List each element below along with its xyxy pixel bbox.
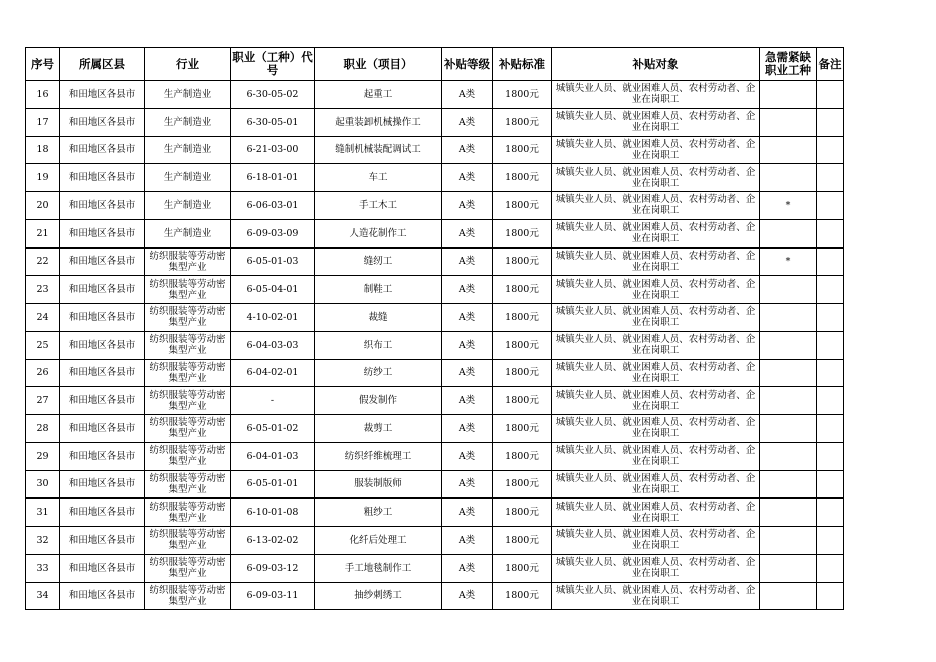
- cell-standard: 1800元: [493, 387, 552, 415]
- cell-no: 34: [26, 582, 60, 610]
- cell-level: A类: [442, 582, 493, 610]
- cell-code: 6-09-03-12: [231, 554, 315, 582]
- cell-industry: 纺织服装等劳动密集型产业: [145, 498, 231, 526]
- table-row: [26, 219, 844, 247]
- table-row: [26, 248, 844, 276]
- cell-standard: 1800元: [493, 415, 552, 443]
- cell-occupation: 裁剪工: [315, 415, 442, 443]
- cell-region: 和田地区各县市: [60, 359, 145, 387]
- cell-code: 6-09-03-09: [231, 219, 315, 247]
- subsidy-table: [25, 47, 844, 610]
- cell-no: 33: [26, 554, 60, 582]
- cell-code: 6-06-03-01: [231, 192, 315, 220]
- cell-no: 24: [26, 304, 60, 332]
- cell-occupation: 制鞋工: [315, 276, 442, 304]
- cell-occupation: 车工: [315, 164, 442, 192]
- cell-remark: [817, 164, 844, 192]
- cell-remark: [817, 527, 844, 555]
- cell-occupation: 裁缝: [315, 304, 442, 332]
- cell-target: 城镇失业人员、就业困难人员、农村劳动者、企业在岗职工: [552, 527, 760, 555]
- cell-remark: [817, 331, 844, 359]
- cell-region: 和田地区各县市: [60, 498, 145, 526]
- cell-remark: [817, 192, 844, 220]
- cell-code: 6-13-02-02: [231, 527, 315, 555]
- cell-region: 和田地区各县市: [60, 554, 145, 582]
- cell-urgent: [760, 554, 817, 582]
- cell-region: 和田地区各县市: [60, 304, 145, 332]
- cell-occupation: 假发制作: [315, 387, 442, 415]
- cell-level: A类: [442, 304, 493, 332]
- cell-no: 22: [26, 248, 60, 276]
- cell-remark: [817, 498, 844, 526]
- cell-no: 20: [26, 192, 60, 220]
- cell-target: 城镇失业人员、就业困难人员、农村劳动者、企业在岗职工: [552, 248, 760, 276]
- table-row: [26, 331, 844, 359]
- cell-industry: 纺织服装等劳动密集型产业: [145, 387, 231, 415]
- cell-standard: 1800元: [493, 81, 552, 109]
- cell-remark: [817, 470, 844, 498]
- cell-remark: [817, 582, 844, 610]
- table-row: [26, 192, 844, 220]
- cell-no: 30: [26, 470, 60, 498]
- cell-level: A类: [442, 108, 493, 136]
- cell-occupation: 缝制机械装配调试工: [315, 136, 442, 164]
- cell-code: 6-30-05-01: [231, 108, 315, 136]
- cell-standard: 1800元: [493, 164, 552, 192]
- cell-target: 城镇失业人员、就业困难人员、农村劳动者、企业在岗职工: [552, 415, 760, 443]
- cell-urgent: [760, 387, 817, 415]
- cell-occupation: 缝纫工: [315, 248, 442, 276]
- cell-occupation: 人造花制作工: [315, 219, 442, 247]
- cell-no: 25: [26, 331, 60, 359]
- cell-occupation: 织布工: [315, 331, 442, 359]
- cell-region: 和田地区各县市: [60, 387, 145, 415]
- cell-code: 6-18-01-01: [231, 164, 315, 192]
- header-region: 所属区县: [60, 48, 145, 81]
- cell-region: 和田地区各县市: [60, 442, 145, 470]
- cell-target: 城镇失业人员、就业困难人员、农村劳动者、企业在岗职工: [552, 81, 760, 109]
- cell-no: 28: [26, 415, 60, 443]
- cell-remark: [817, 415, 844, 443]
- table-row: [26, 359, 844, 387]
- cell-level: A类: [442, 81, 493, 109]
- cell-code: 6-05-04-01: [231, 276, 315, 304]
- header-row: [26, 48, 844, 81]
- cell-code: 6-05-01-01: [231, 470, 315, 498]
- table-row: [26, 498, 844, 526]
- cell-industry: 纺织服装等劳动密集型产业: [145, 415, 231, 443]
- cell-target: 城镇失业人员、就业困难人员、农村劳动者、企业在岗职工: [552, 304, 760, 332]
- cell-occupation: 服装制版师: [315, 470, 442, 498]
- cell-industry: 纺织服装等劳动密集型产业: [145, 470, 231, 498]
- cell-occupation: 手工木工: [315, 192, 442, 220]
- cell-no: 18: [26, 136, 60, 164]
- cell-region: 和田地区各县市: [60, 248, 145, 276]
- cell-code: 6-10-01-08: [231, 498, 315, 526]
- cell-urgent: [760, 470, 817, 498]
- cell-region: 和田地区各县市: [60, 219, 145, 247]
- cell-target: 城镇失业人员、就业困难人员、农村劳动者、企业在岗职工: [552, 219, 760, 247]
- cell-target: 城镇失业人员、就业困难人员、农村劳动者、企业在岗职工: [552, 470, 760, 498]
- cell-standard: 1800元: [493, 359, 552, 387]
- cell-region: 和田地区各县市: [60, 108, 145, 136]
- cell-code: 6-05-01-03: [231, 248, 315, 276]
- cell-region: 和田地区各县市: [60, 527, 145, 555]
- cell-urgent: *: [760, 192, 817, 220]
- cell-code: 6-04-01-03: [231, 442, 315, 470]
- cell-region: 和田地区各县市: [60, 582, 145, 610]
- cell-target: 城镇失业人员、就业困难人员、农村劳动者、企业在岗职工: [552, 108, 760, 136]
- cell-industry: 纺织服装等劳动密集型产业: [145, 359, 231, 387]
- table-row: [26, 415, 844, 443]
- cell-no: 31: [26, 498, 60, 526]
- cell-remark: [817, 136, 844, 164]
- cell-no: 19: [26, 164, 60, 192]
- cell-code: 6-05-01-02: [231, 415, 315, 443]
- header-no: 序号: [26, 48, 60, 81]
- header-standard: 补贴标准: [493, 48, 552, 81]
- cell-no: 26: [26, 359, 60, 387]
- cell-urgent: [760, 359, 817, 387]
- cell-standard: 1800元: [493, 276, 552, 304]
- cell-urgent: [760, 164, 817, 192]
- cell-level: A类: [442, 498, 493, 526]
- cell-industry: 生产制造业: [145, 164, 231, 192]
- table-row: [26, 276, 844, 304]
- cell-no: 17: [26, 108, 60, 136]
- header-code: 职业（工种）代号: [231, 48, 315, 81]
- cell-industry: 生产制造业: [145, 136, 231, 164]
- cell-industry: 纺织服装等劳动密集型产业: [145, 582, 231, 610]
- cell-occupation: 抽纱刺绣工: [315, 582, 442, 610]
- header-level: 补贴等级: [442, 48, 493, 81]
- cell-urgent: [760, 527, 817, 555]
- cell-level: A类: [442, 415, 493, 443]
- cell-level: A类: [442, 192, 493, 220]
- cell-level: A类: [442, 136, 493, 164]
- cell-target: 城镇失业人员、就业困难人员、农村劳动者、企业在岗职工: [552, 582, 760, 610]
- cell-target: 城镇失业人员、就业困难人员、农村劳动者、企业在岗职工: [552, 164, 760, 192]
- table-body: [26, 81, 844, 610]
- cell-industry: 生产制造业: [145, 108, 231, 136]
- cell-remark: [817, 108, 844, 136]
- cell-occupation: 起重装卸机械操作工: [315, 108, 442, 136]
- cell-urgent: [760, 442, 817, 470]
- cell-industry: 纺织服装等劳动密集型产业: [145, 554, 231, 582]
- cell-level: A类: [442, 470, 493, 498]
- cell-region: 和田地区各县市: [60, 192, 145, 220]
- cell-no: 16: [26, 81, 60, 109]
- cell-occupation: 纺织纤维梳理工: [315, 442, 442, 470]
- cell-industry: 生产制造业: [145, 81, 231, 109]
- cell-level: A类: [442, 359, 493, 387]
- cell-region: 和田地区各县市: [60, 81, 145, 109]
- cell-target: 城镇失业人员、就业困难人员、农村劳动者、企业在岗职工: [552, 192, 760, 220]
- cell-standard: 1800元: [493, 470, 552, 498]
- cell-urgent: [760, 108, 817, 136]
- cell-industry: 生产制造业: [145, 192, 231, 220]
- cell-code: 6-09-03-11: [231, 582, 315, 610]
- cell-industry: 纺织服装等劳动密集型产业: [145, 331, 231, 359]
- cell-region: 和田地区各县市: [60, 470, 145, 498]
- cell-level: A类: [442, 276, 493, 304]
- cell-no: 21: [26, 219, 60, 247]
- cell-code: 6-04-03-03: [231, 331, 315, 359]
- table-row: [26, 164, 844, 192]
- cell-level: A类: [442, 554, 493, 582]
- cell-urgent: *: [760, 248, 817, 276]
- cell-code: 6-21-03-00: [231, 136, 315, 164]
- cell-standard: 1800元: [493, 219, 552, 247]
- cell-urgent: [760, 81, 817, 109]
- table-row: [26, 527, 844, 555]
- cell-no: 27: [26, 387, 60, 415]
- cell-industry: 纺织服装等劳动密集型产业: [145, 442, 231, 470]
- cell-level: A类: [442, 164, 493, 192]
- cell-urgent: [760, 136, 817, 164]
- table-row: [26, 81, 844, 109]
- cell-level: A类: [442, 248, 493, 276]
- cell-remark: [817, 248, 844, 276]
- cell-remark: [817, 276, 844, 304]
- cell-standard: 1800元: [493, 192, 552, 220]
- cell-remark: [817, 442, 844, 470]
- cell-urgent: [760, 498, 817, 526]
- table-row: [26, 582, 844, 610]
- cell-target: 城镇失业人员、就业困难人员、农村劳动者、企业在岗职工: [552, 136, 760, 164]
- cell-target: 城镇失业人员、就业困难人员、农村劳动者、企业在岗职工: [552, 359, 760, 387]
- cell-occupation: 起重工: [315, 81, 442, 109]
- cell-standard: 1800元: [493, 554, 552, 582]
- cell-level: A类: [442, 387, 493, 415]
- header-urgent: 急需紧缺职业工种: [760, 48, 817, 81]
- table-row: [26, 387, 844, 415]
- cell-urgent: [760, 415, 817, 443]
- cell-remark: [817, 554, 844, 582]
- cell-urgent: [760, 582, 817, 610]
- cell-target: 城镇失业人员、就业困难人员、农村劳动者、企业在岗职工: [552, 442, 760, 470]
- cell-urgent: [760, 276, 817, 304]
- header-remark: 备注: [817, 48, 844, 81]
- table-row: [26, 304, 844, 332]
- cell-urgent: [760, 331, 817, 359]
- cell-standard: 1800元: [493, 248, 552, 276]
- cell-occupation: 粗纱工: [315, 498, 442, 526]
- cell-remark: [817, 387, 844, 415]
- cell-occupation: 纺纱工: [315, 359, 442, 387]
- cell-no: 29: [26, 442, 60, 470]
- cell-code: 6-30-05-02: [231, 81, 315, 109]
- cell-standard: 1800元: [493, 582, 552, 610]
- cell-industry: 纺织服装等劳动密集型产业: [145, 276, 231, 304]
- cell-code: 4-10-02-01: [231, 304, 315, 332]
- cell-standard: 1800元: [493, 108, 552, 136]
- cell-occupation: 化纤后处理工: [315, 527, 442, 555]
- cell-standard: 1800元: [493, 527, 552, 555]
- table-row: [26, 442, 844, 470]
- cell-industry: 纺织服装等劳动密集型产业: [145, 304, 231, 332]
- cell-remark: [817, 359, 844, 387]
- cell-remark: [817, 81, 844, 109]
- cell-standard: 1800元: [493, 304, 552, 332]
- cell-region: 和田地区各县市: [60, 164, 145, 192]
- table-row: [26, 470, 844, 498]
- header-industry: 行业: [145, 48, 231, 81]
- cell-region: 和田地区各县市: [60, 415, 145, 443]
- cell-target: 城镇失业人员、就业困难人员、农村劳动者、企业在岗职工: [552, 498, 760, 526]
- cell-industry: 纺织服装等劳动密集型产业: [145, 527, 231, 555]
- cell-level: A类: [442, 527, 493, 555]
- table-row: [26, 108, 844, 136]
- cell-target: 城镇失业人员、就业困难人员、农村劳动者、企业在岗职工: [552, 276, 760, 304]
- cell-industry: 生产制造业: [145, 219, 231, 247]
- cell-target: 城镇失业人员、就业困难人员、农村劳动者、企业在岗职工: [552, 554, 760, 582]
- cell-level: A类: [442, 442, 493, 470]
- table-row: [26, 136, 844, 164]
- cell-target: 城镇失业人员、就业困难人员、农村劳动者、企业在岗职工: [552, 331, 760, 359]
- cell-occupation: 手工地毯制作工: [315, 554, 442, 582]
- cell-region: 和田地区各县市: [60, 136, 145, 164]
- table-row: [26, 554, 844, 582]
- cell-region: 和田地区各县市: [60, 331, 145, 359]
- cell-urgent: [760, 304, 817, 332]
- cell-region: 和田地区各县市: [60, 276, 145, 304]
- cell-target: 城镇失业人员、就业困难人员、农村劳动者、企业在岗职工: [552, 387, 760, 415]
- cell-industry: 纺织服装等劳动密集型产业: [145, 248, 231, 276]
- cell-code: 6-04-02-01: [231, 359, 315, 387]
- header-occupation: 职业（项目）: [315, 48, 442, 81]
- header-target: 补贴对象: [552, 48, 760, 81]
- cell-no: 32: [26, 527, 60, 555]
- cell-standard: 1800元: [493, 331, 552, 359]
- cell-standard: 1800元: [493, 442, 552, 470]
- cell-urgent: [760, 219, 817, 247]
- cell-standard: 1800元: [493, 136, 552, 164]
- cell-level: A类: [442, 219, 493, 247]
- cell-level: A类: [442, 331, 493, 359]
- cell-code: -: [231, 387, 315, 415]
- cell-no: 23: [26, 276, 60, 304]
- cell-remark: [817, 304, 844, 332]
- cell-remark: [817, 219, 844, 247]
- cell-standard: 1800元: [493, 498, 552, 526]
